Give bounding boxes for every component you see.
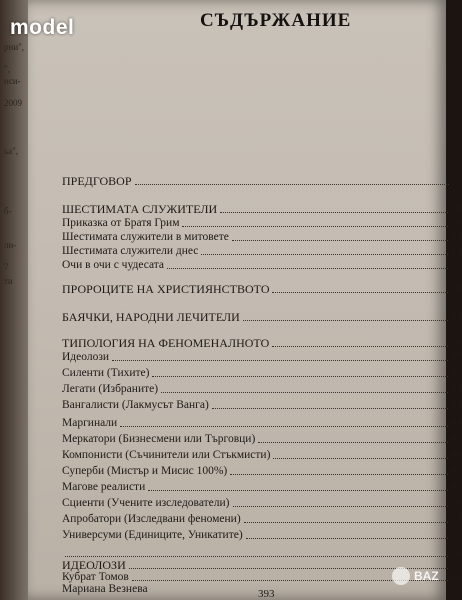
- toc-entry-page: 44: [450, 417, 462, 429]
- left-page-fragment: 2009: [4, 98, 22, 108]
- toc-entry: [62, 446, 462, 462]
- toc-entry-label: Компонисти (Съчинители или Стъкмисти): [62, 449, 271, 461]
- leader-dots: [232, 240, 448, 241]
- toc-entry: [62, 494, 462, 510]
- leader-dots: [230, 474, 447, 475]
- left-page-fragment: ти: [4, 276, 13, 286]
- toc-entry-label: Кубрат Томов: [62, 571, 129, 583]
- toc-entry-page: 42: [450, 399, 462, 411]
- leader-dots: [272, 346, 447, 347]
- leader-dots: [258, 442, 447, 443]
- watermark-icon: [392, 567, 410, 585]
- toc-entry-page: 5: [456, 175, 462, 187]
- toc-entry-label: ПРОРОЦИТЕ НА ХРИСТИЯНСТВОТО: [62, 282, 270, 296]
- leader-dots: [152, 376, 447, 377]
- toc-entry-label: Очи в очи с чудесата: [62, 259, 165, 271]
- leader-dots: [244, 522, 448, 523]
- toc-entry-label: Универсуми (Единиците, Уникатите): [62, 529, 243, 541]
- leader-dots: [135, 184, 449, 185]
- leader-dots: [112, 360, 447, 361]
- toc-entry-label: БАЯЧКИ, НАРОДНИ ЛЕЧИТЕЛИ: [62, 310, 240, 324]
- toc-entry-page: 41: [450, 383, 462, 395]
- toc-entry-page: 13: [450, 259, 462, 271]
- toc-entry-page: 39: [450, 367, 462, 379]
- toc-entry-page: 50: [450, 497, 462, 509]
- toc-entry: [62, 172, 462, 188]
- toc-entry-page: 31: [450, 311, 462, 323]
- toc-entry: [62, 510, 462, 526]
- toc-entry-page: 18: [450, 283, 462, 295]
- leader-dots: [272, 292, 447, 293]
- left-page-fragment: ьа",: [4, 146, 19, 156]
- toc-entry-page: 36: [450, 337, 462, 349]
- leader-dots: [201, 254, 447, 255]
- watermark: [392, 560, 444, 592]
- toc-entry-label: Приказка от Братя Грим: [62, 217, 180, 229]
- toc-entry-page: 46: [450, 449, 462, 461]
- toc-entry-label: Легати (Избраните): [62, 383, 159, 395]
- leader-dots: [212, 408, 448, 409]
- toc-entry-label: Маргинали: [62, 417, 118, 429]
- toc-entry-page: 12: [450, 245, 462, 257]
- toc-entry-page: 56: [450, 547, 462, 559]
- toc-entry-label: Шестимата служители в митовете: [62, 231, 229, 243]
- toc-entry-page: 37: [450, 351, 462, 363]
- toc-entry: [62, 526, 462, 542]
- leader-dots: [243, 320, 448, 321]
- toc-entry-page: 10: [450, 203, 462, 215]
- toc-entry-page: 56: [450, 559, 462, 571]
- page-title: СЪДЪРЖАНИЕ: [200, 10, 352, 31]
- leader-dots: [182, 226, 447, 227]
- toc-entry: [62, 396, 462, 412]
- toc-entry-page: 48: [450, 481, 462, 493]
- toc-entry: [62, 478, 462, 494]
- toc-entry-page: 47: [450, 465, 462, 477]
- toc-entry: [62, 380, 462, 396]
- toc-entry-label: ИДЕОЛОЗИ: [62, 558, 126, 572]
- toc-entry-label: Мариана Везнева: [62, 583, 148, 595]
- leader-dots: [220, 212, 447, 213]
- left-page-fragment: рни",: [4, 42, 25, 52]
- leader-dots: [273, 458, 447, 459]
- toc-entry: [62, 462, 462, 478]
- toc-entry: [62, 348, 462, 364]
- leader-dots: [246, 538, 448, 539]
- leader-dots: [148, 490, 447, 491]
- toc-entry-label: Сциенти (Учените изследователи): [62, 497, 230, 509]
- left-page-fragment: 7: [4, 262, 9, 272]
- left-page-fragment: б-: [4, 206, 12, 216]
- toc-entry-label: ШЕСТИМАТА СЛУЖИТЕЛИ: [62, 202, 218, 216]
- left-page-fragment: ",: [4, 64, 10, 74]
- toc-entry-page: 66: [450, 571, 462, 583]
- toc-entry-label: Шестимата служители днес: [62, 245, 199, 257]
- page-number: 393: [258, 588, 275, 600]
- toc-entry-label: Меркатори (Бизнесмени или Търговци): [62, 433, 256, 445]
- leader-dots: [233, 506, 448, 507]
- toc-entry-label: Вангалисти (Лакмусът Ванга): [62, 399, 209, 411]
- toc-entry-label: Суперби (Мистър и Мисис 100%): [62, 465, 228, 477]
- leader-dots: [161, 392, 447, 393]
- toc-entry-page: 53: [450, 529, 462, 541]
- watermark-text: BAZ: [414, 569, 439, 583]
- toc-entry-page: 45: [450, 433, 462, 445]
- toc-entry-label: Силенти (Тихите): [62, 367, 150, 379]
- left-page-fragment: ли-: [4, 240, 17, 250]
- toc-entry-page: 11: [450, 231, 462, 243]
- toc-entry: [62, 308, 462, 324]
- toc-entry: [62, 364, 462, 380]
- toc-entry: [62, 280, 462, 296]
- toc-entry-label: Магове реалисти: [62, 481, 146, 493]
- toc-entry: [62, 256, 462, 272]
- toc-entry-label: ТИПОЛОГИЯ НА ФЕНОМЕНАЛНОТО: [62, 336, 270, 350]
- toc-entry-label: Идеолози: [62, 351, 110, 363]
- toc-entry-label: ПРЕДГОВОР: [62, 174, 132, 188]
- leader-dots: [120, 426, 447, 427]
- toc-entry-label: Апробатори (Изследвани феномени): [62, 513, 241, 525]
- brand-logo: model: [10, 16, 75, 39]
- toc-entry-page: 10: [450, 217, 462, 229]
- book-page: [28, 0, 462, 600]
- toc-entry: [62, 414, 462, 430]
- toc-entry: [62, 430, 462, 446]
- left-page-fragment: нси-: [4, 76, 21, 86]
- toc-entry-page: 51: [450, 513, 462, 525]
- leader-dots: [167, 268, 447, 269]
